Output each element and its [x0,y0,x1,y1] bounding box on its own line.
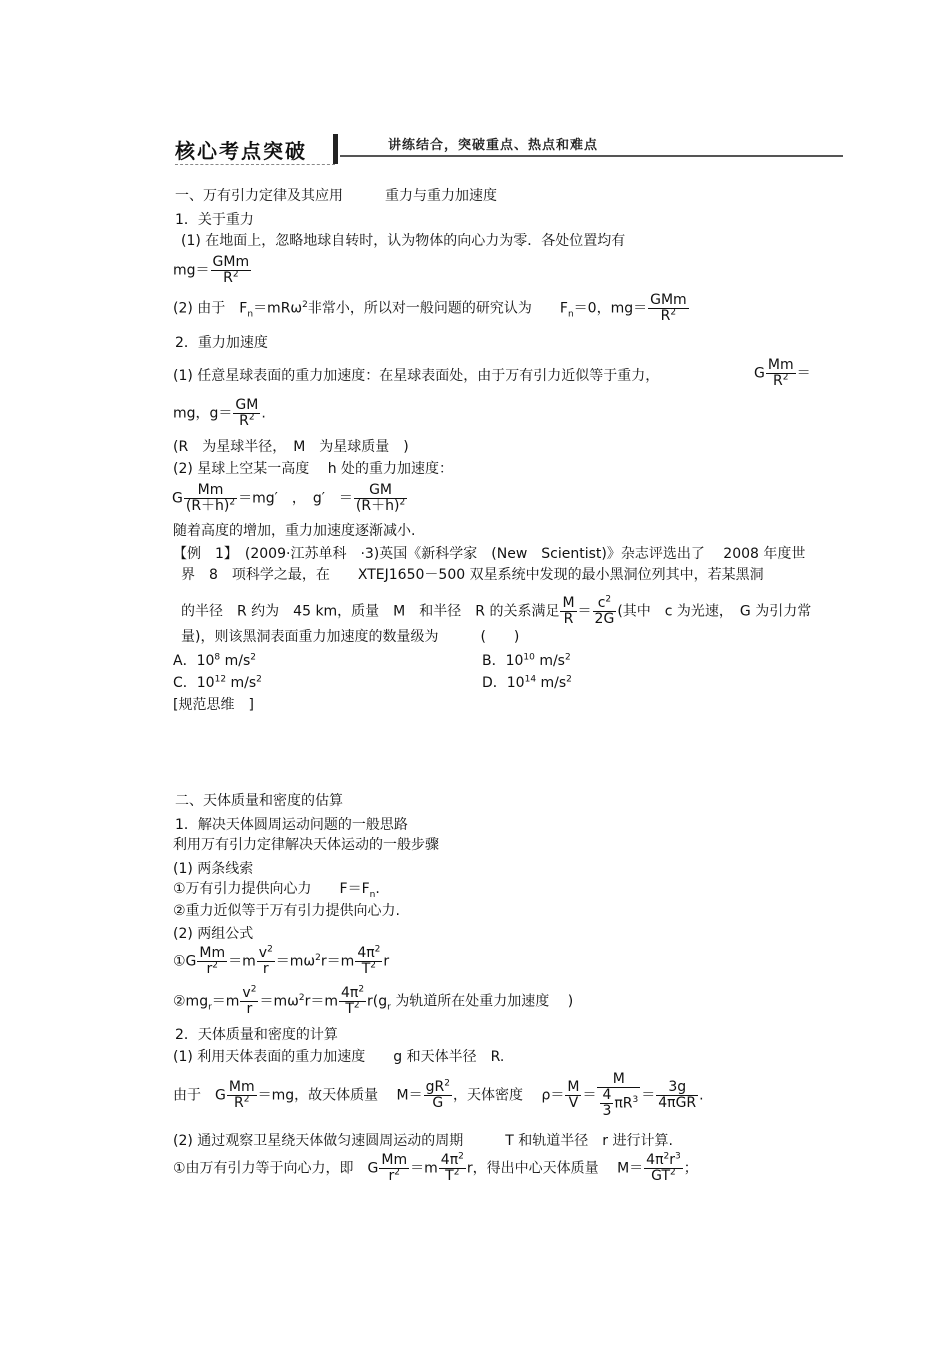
formula-height-g: G $\frac{Mm}{(R+h)^2}$ ＝mg′ ， g′ ＝ $\frac{GM}{(R+h)^2}$ [172,482,406,514]
example-option-d: D．$10^{14}$ $m/s^2$ [482,674,572,691]
banner-rule [340,155,843,157]
example-option-a: A．$10^8$ $m/s^2$ [173,652,256,669]
part2-heading: 二、天体质量和密度的估算 [175,793,343,809]
formula-gravity-equal: G $\frac{Mm}{R^2}$ ＝ [754,357,811,389]
part2-calc1-title: (1) 利用天体表面的重力加速度 g 和天体半径 R. [173,1049,505,1065]
formula-set1: ①G $\frac{Mm}{r^2}$ ＝m $\frac{v^2}{r}$ $=m\omega^2r=m$ $\frac{4\pi^2}{T^2}$ r [173,944,390,977]
formula-set2: $②mg_r=m$ $\frac{v^2}{r}$ $=m\omega^2r=m$ $\frac{4\pi^2}{T^2}$ $r(g_r$ 为轨道所在处重力加速度 ) [173,984,574,1017]
section-subtitle: 讲练结合，突破重点、热点和难点 [388,138,599,153]
part2-calc2-title: (2) 通过观察卫星绕天体做匀速圆周运动的周期 T 和轨道半径 r 进行计算. [173,1133,673,1149]
part1-item1-title: 1．关于重力 [175,212,254,228]
part2-item1-sub: 利用万有引力定律解决天体运动的一般步骤 [173,837,439,853]
part2-item2-title: 2．天体质量和密度的计算 [175,1027,338,1043]
section-title: 核心考点突破 [175,139,307,163]
part1-item1-p1: (1) 在地面上，忽略地球自转时，认为物体的向心力为零．各处位置均有 [181,233,626,249]
part1-item2-title: 2．重力加速度 [175,335,268,351]
banner-dash [175,164,335,165]
formula-mg-surface: mg＝ GMm $R^2$ [173,254,250,286]
example-thinking: [规范思维 ] [173,697,254,713]
part1-item2-conclusion: 随着高度的增加，重力加速度逐渐减小. [173,523,416,539]
banner-divider [333,134,338,164]
part2-clue2: ②重力近似等于万有引力提供向心力. [173,903,401,919]
example-line4: 量)，则该黑洞表面重力加速度的数量级为 ( ) [181,629,520,645]
example-option-b: B．$10^{10}$ $m/s^2$ [482,652,571,669]
example-option-c: C．$10^{12}$ $m/s^2$ [173,674,262,691]
part1-item2-p2: (2) 星球上空某一高度 h 处的重力加速度： [173,461,454,477]
part2-clue1: ①万有引力提供向心力 $F=F_n$. [173,881,380,900]
formula-mass-density: 由于 G $\frac{Mm}{R^2}$ ＝mg，故天体质量 M＝ $\frac{gR^2}{G}$ ，天体密度 ρ＝ $\frac{M}{V}$ ＝ M $\frac{4}{3}$ $\pi R^3$ ＝ 3g 4πGR . [173,1071,704,1119]
formula-central-mass: ①由万有引力等于向心力，即 G $\frac{Mm}{r^2}$ ＝m $\frac{4\pi^2}{T^2}$ r，得出中心天体质量 M＝ $\frac{4\pi^2r^3}{GT^2}$ ； [173,1151,698,1184]
part1-item2-p1: (1) 任意星球表面的重力加速度：在星球表面处，由于万有引力近似等于重力， [173,368,660,384]
part1-item2-note: (R 为星球半径， M 为星球质量 ) [173,439,409,455]
part2-clues-title: (1) 两条线索 [173,861,254,877]
example-line3: 的半径 R 约为 45 km，质量 M 和半径 R 的关系满足 $\frac{M}{R}$ ＝ $\frac{c^2}{2G}$ (其中 c 为光速， G 为引力常 [181,594,812,627]
part2-item1-title: 1．解决天体圆周运动问题的一般思路 [175,817,408,833]
part1-item1-p2: (2) 由于 $F_n=mR\omega^2$非常小，所以对一般问题的研究认为 $F_n=0$，mg＝ GMm $R^2$ [173,292,687,324]
part1-heading: 一、万有引力定律及其应用 重力与重力加速度 [175,188,497,204]
example-line1: 【例 1】 (2009·江苏单科 ·3)英国《新科学家 (New Scientist)》杂志评选出了 2008 年度世 [173,546,806,562]
formula-surface-g: mg，g＝ $\frac{GM}{R^2}$ . [173,397,266,429]
example-line2: 界 8 项科学之最，在 XTEJ1650－500 双星系统中发现的最小黑洞位列其中，若某黑洞 [181,567,764,583]
part2-formulas-title: (2) 两组公式 [173,926,254,942]
